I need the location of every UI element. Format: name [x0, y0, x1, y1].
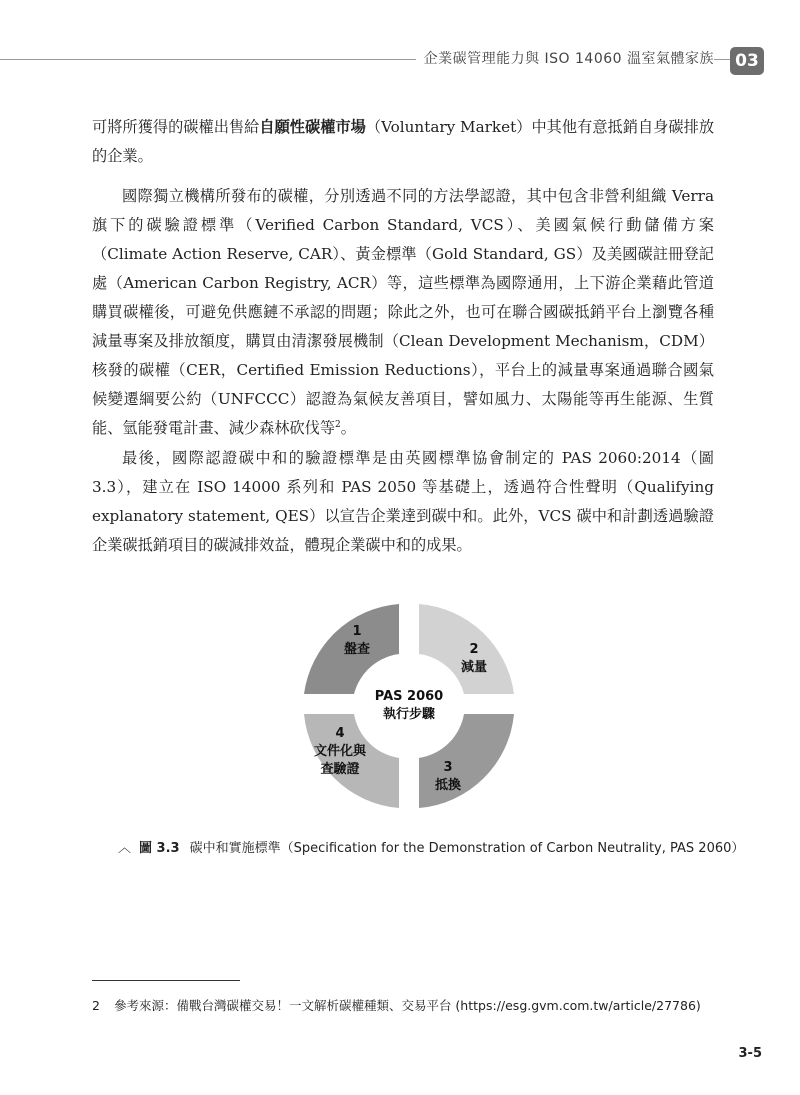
footnote-number: 2	[92, 998, 100, 1013]
center-subtitle: 執行步驟	[382, 707, 436, 722]
paragraph-1	[92, 113, 714, 171]
segment-3-number: 3	[443, 760, 453, 775]
segment-4-number: 4	[335, 726, 345, 741]
segment-3-label: 抵換	[434, 778, 462, 793]
figure-caption	[118, 837, 744, 856]
paragraph-2-end: 。	[340, 419, 356, 437]
voluntary-market-term: 自願性碳權市場	[259, 118, 366, 136]
caption-chevron-icon: ︿	[118, 841, 132, 856]
figure-caption-text: 碳中和實施標準（Specification for the Demonstration of Carbon Neutrality, PAS 2060）	[189, 841, 745, 856]
pas2060-cycle-diagram	[280, 590, 535, 830]
paragraph-1-end: （Voluntary Market）中其他有意抵銷自身碳排放的企業。	[92, 118, 715, 165]
paragraph-2-text: 國際獨立機構所發布的碳權，分別透過不同的方法學認證，其中包含非營利組織 Verra 旗下的碳驗證標準（Verified Carbon Standard, VCS）、美國氣候行動儲備方案（Climate Action Reserve, CAR）、黃金標準（Gold Standard, GS）及美國碳註冊登記處（American Carbon Registry, ACR）等，這些標準為國際通用，上下游企業藉此管道購買碳權後，可避免供應鏈不承認的問題；除此之外，也可在聯合國碳抵銷平台上瀏覽各種減量專案及排放額度，購買由清潔發展機制（Clean Development Mechanism，CDM）核發的碳權（CER，Certified Emission Reductions），平台上的減量專案通過聯合國氣候變遷綱要公約（UNFCCC）認證為氣候友善項目，譬如風力、太陽能等再生能源、生質能、氫能發電計畫、減少森林砍伐等	[92, 187, 714, 437]
segment-1-label: 盤查	[343, 642, 371, 657]
footnote	[92, 996, 701, 1014]
footnote-divider	[92, 980, 240, 981]
page-number: 3-5	[738, 1046, 762, 1061]
footnote-text: 參考來源：備戰台灣碳權交易！一文解析碳權種類、交易平台 (https://esg.gvm.com.tw/article/27786)	[113, 998, 701, 1013]
segment-2-label: 減量	[460, 660, 488, 675]
center-title: PAS 2060	[374, 689, 444, 704]
segment-1-number: 1	[352, 624, 362, 639]
footnote-reference[interactable]: 2	[335, 419, 341, 430]
chapter-badge: 03	[730, 47, 764, 75]
segment-2-number: 2	[469, 642, 479, 657]
center-circle	[361, 656, 457, 752]
segment-4-label-line1: 文件化與	[313, 744, 367, 759]
paragraph-1-start: 可將所獲得的碳權出售給	[92, 118, 260, 136]
figure-number: 圖 3.3	[139, 841, 180, 856]
paragraph-2	[92, 182, 714, 443]
segment-4-label-line2: 查驗證	[320, 762, 360, 777]
paragraph-3: 最後，國際認證碳中和的驗證標準是由英國標準協會制定的 PAS 2060:2014（圖 3.3），建立在 ISO 14000 系列和 PAS 2050 等基礎上，透過符合性聲明（Qualifying explanatory statement, QES）以宣告企業達到碳中和。此外，VCS 碳中和計劃透過驗證企業碳抵銷項目的碳減排效益，體現企業碳中和的成果。	[92, 449, 714, 554]
running-header-title: 企業碳管理能力與 ISO 14060 溫室氣體家族	[416, 48, 714, 68]
